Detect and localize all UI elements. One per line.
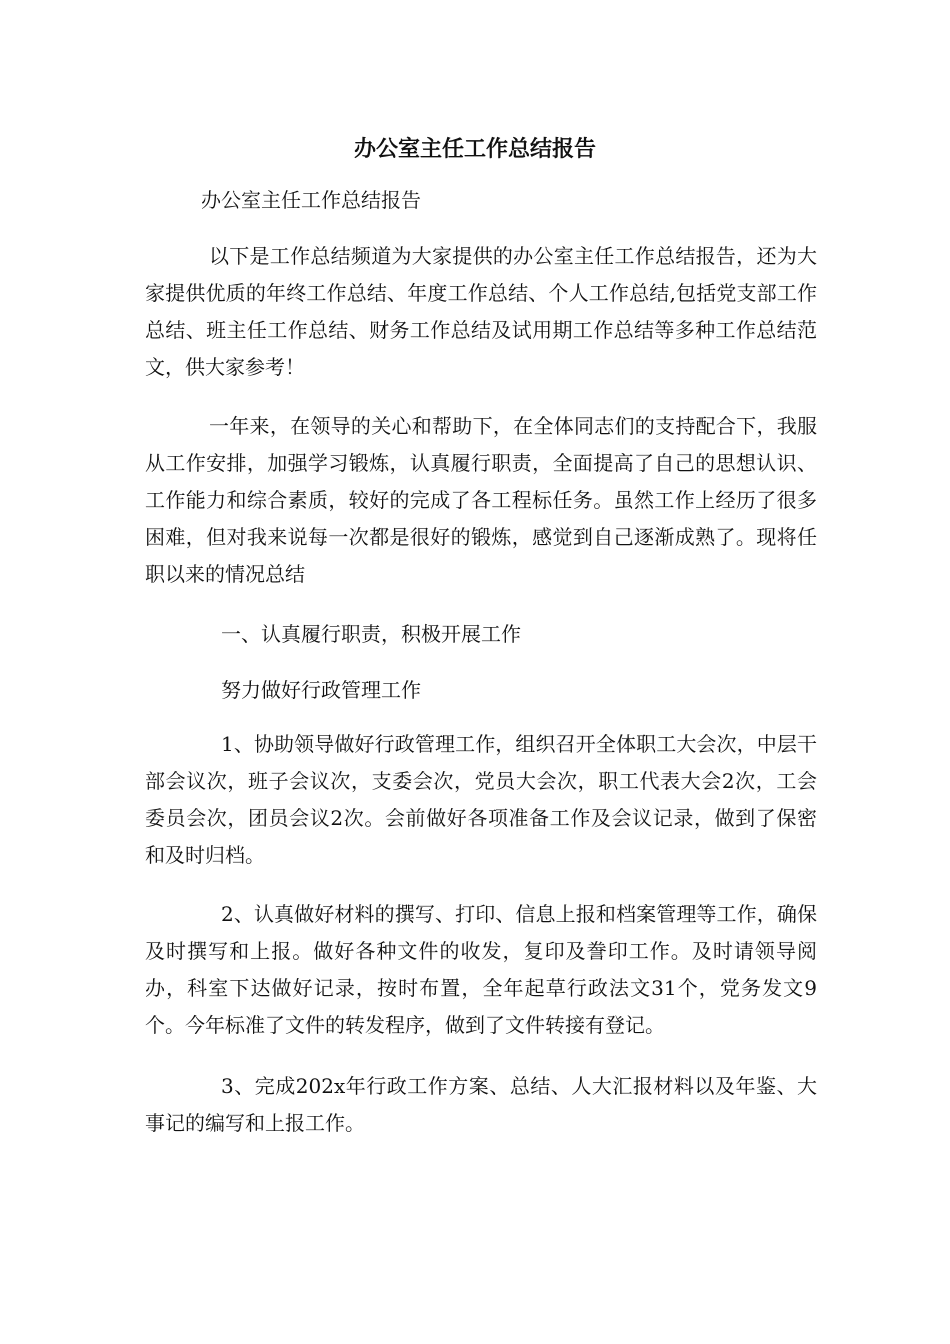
document-subtitle: 办公室主任工作总结报告 <box>201 188 421 212</box>
list-item-1: 1、协助领导做好行政管理工作，组织召开全体职工大会次，中层干部会议次，班子会议次，支委会次，党员大会次，职工代表大会2次，工会委员会次，团员会议2次。会前做好各项准备工作及会议记录，做到了保密和及时归档。 <box>145 732 817 867</box>
summary-paragraph: 一年来，在领导的关心和帮助下，在全体同志们的支持配合下，我服从工作安排，加强学习锻炼，认真履行职责，全面提高了自己的思想认识、工作能力和综合素质，较好的完成了各工程标任务。虽然工作上经历了很多困难，但对我来说每一次都是很好的锻炼，感觉到自己逐渐成熟了。现将任职以来的情况总结 <box>145 414 817 586</box>
list-item-2: 2、认真做好材料的撰写、打印、信息上报和档案管理等工作，确保及时撰写和上报。做好各种文件的收发，复印及誊印工作。及时请领导阅办，科室下达做好记录，按时布置，全年起草行政法文31个，党务发文9个。今年标准了文件的转发程序，做到了文件转接有登记。 <box>145 902 817 1037</box>
list-item-3: 3、完成202x年行政工作方案、总结、人大汇报材料以及年鉴、大事记的编写和上报工作。 <box>145 1074 817 1135</box>
sub-heading: 努力做好行政管理工作 <box>221 678 421 702</box>
document-title: 办公室主任工作总结报告 <box>353 137 596 162</box>
section-heading: 一、认真履行职责，积极开展工作 <box>221 622 521 646</box>
intro-paragraph: 以下是工作总结频道为大家提供的办公室主任工作总结报告，还为大家提供优质的年终工作总结、年度工作总结、个人工作总结,包括党支部工作总结、班主任工作总结、财务工作总结及试用期工作总结等多种工作总结范文，供大家参考！ <box>145 244 817 379</box>
